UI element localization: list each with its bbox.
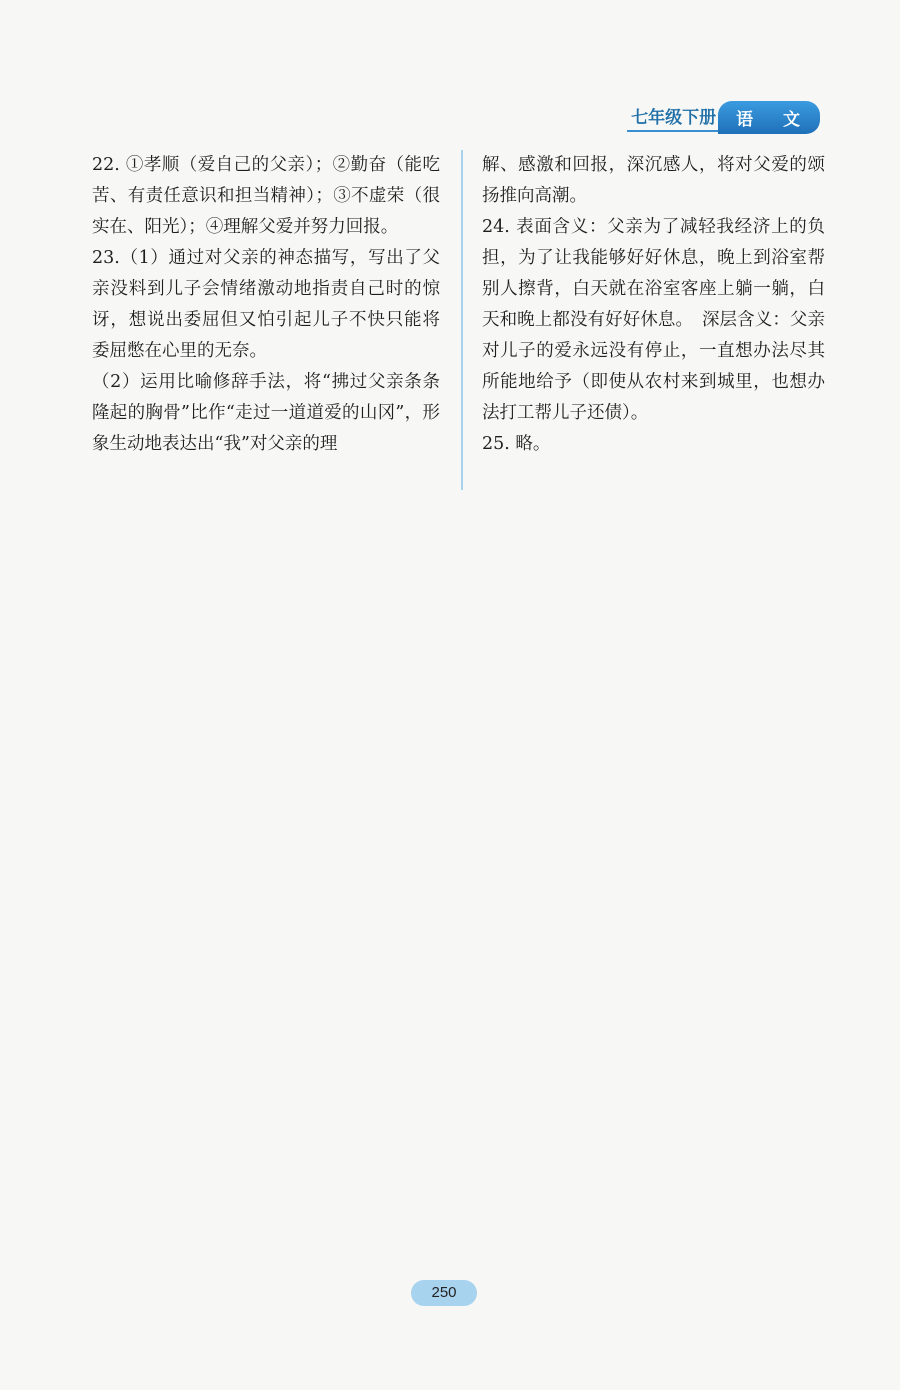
left-column <box>92 150 440 460</box>
answer-23-2-continued: 解、感激和回报，深沉感人，将对父爱的颂扬推向高潮。 <box>482 155 825 206</box>
page-number: 250 <box>411 1280 477 1306</box>
answer-24: 24. 表面含义：父亲为了减轻我经济上的负担，为了让我能够好好休息，晚上到浴室帮别人擦背，白天就在浴室客座上躺一躺，白天和晚上都没有好好休息。 深层含义：父亲对儿子的爱永远没有停止，一直想办法尽其所能地给予（即使从农村来到城里，也想办法打工帮儿子还债）。 <box>482 217 825 423</box>
page-header <box>627 102 820 132</box>
answer-25: 25. 略。 <box>482 434 551 454</box>
subject-badge: 语 文 <box>718 101 820 134</box>
answer-22: 22. ①孝顺（爱自己的父亲）；②勤奋（能吃苦、有责任意识和担当精神）；③不虚荣（很实在、阳光）；④理解父爱并努力回报。 <box>92 155 440 237</box>
column-divider <box>461 150 463 490</box>
right-column <box>482 150 825 460</box>
answer-23-2: （2）运用比喻修辞手法，将“拂过父亲条条隆起的胸骨”比作“走过一道道爱的山冈”，形象生动地表达出“我”对父亲的理 <box>92 372 440 454</box>
answer-23-1: 23.（1）通过对父亲的神态描写，写出了父亲没料到儿子会情绪激动地指责自己时的惊讶，想说出委屈但又怕引起儿子不快只能将委屈憋在心里的无奈。 <box>92 248 440 361</box>
grade-label: 七年级下册 <box>627 103 722 132</box>
